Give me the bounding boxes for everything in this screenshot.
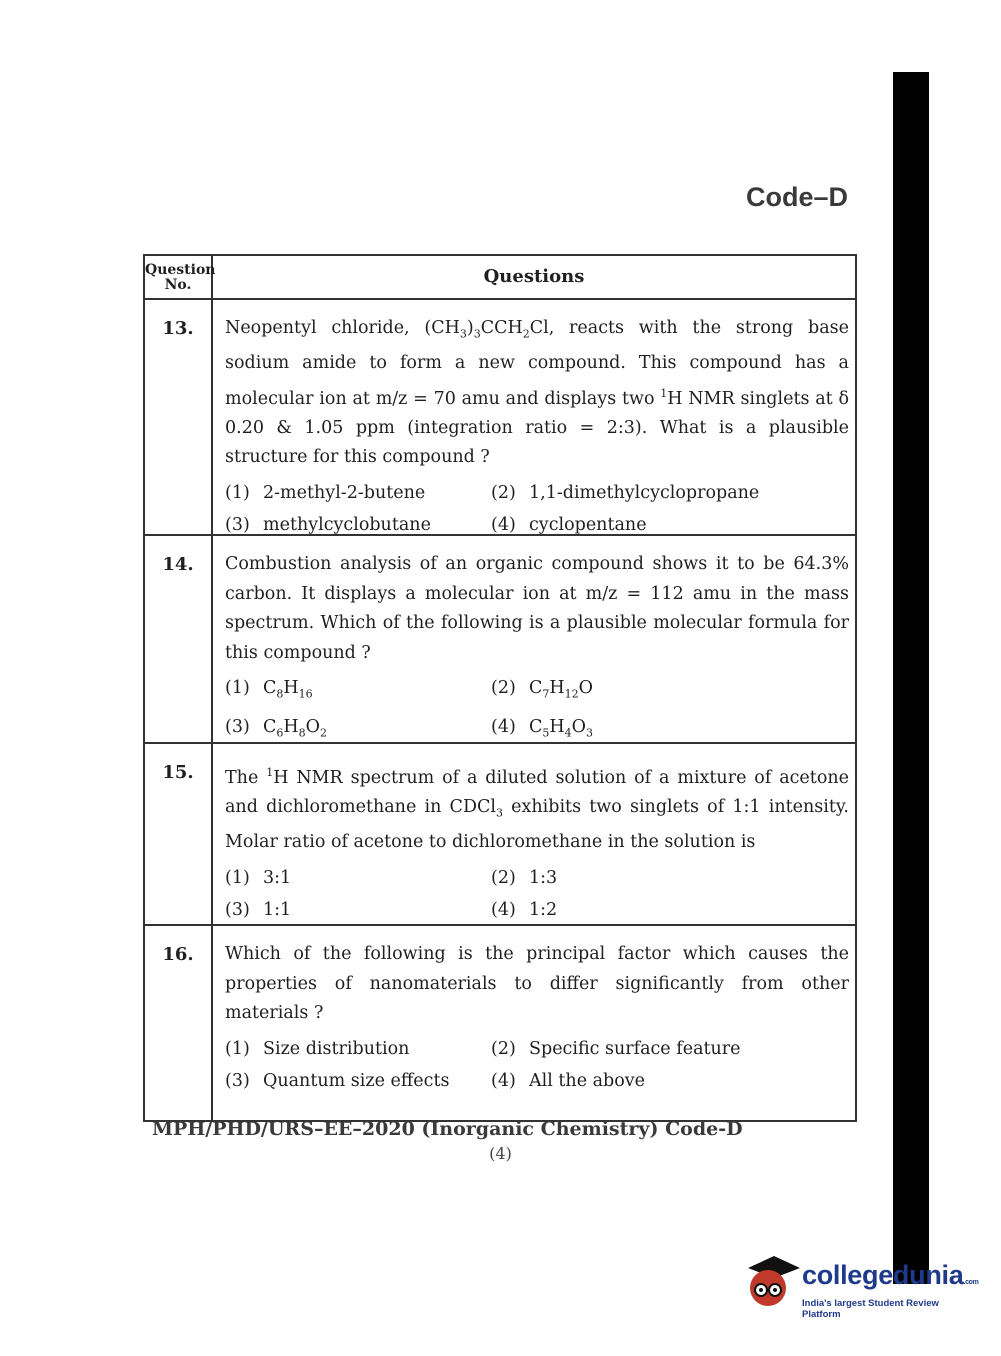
option-2: (2) 1,1-dimethylcyclopropane [491, 482, 760, 503]
question-body [213, 744, 855, 924]
header-questions: Questions [483, 266, 585, 287]
scan-edge-bar [893, 72, 929, 1284]
question-body [213, 300, 855, 534]
option-3: (3) 1:1 [225, 899, 292, 920]
option-1: (1) $C_8H_{16}$ [225, 678, 313, 701]
table-header [145, 256, 855, 300]
option-1: (1) 2-methyl-2-butene [225, 482, 426, 503]
question-body [213, 536, 855, 742]
header-question-no: Question No. [145, 256, 213, 298]
option-3: (3) methylcyclobutane [225, 514, 431, 535]
question-number: 13. [145, 300, 213, 534]
option-4: (4) 1:2 [491, 899, 558, 920]
options-list [225, 479, 849, 539]
option-4: (4) $C_5H_4O_3$ [491, 716, 594, 739]
options-list [225, 1035, 849, 1095]
question-row-16 [145, 926, 855, 1120]
footer-exam-code: MPH/PHD/URS–EE–2020 (Inorganic Chemistry) Code-D [152, 1118, 743, 1140]
option-1: (1) 3:1 [225, 867, 292, 888]
option-3: (3) Quantum size effects [225, 1070, 450, 1091]
option-4: (4) All the above [491, 1070, 646, 1091]
question-row-14 [145, 536, 855, 744]
options-list [225, 864, 849, 924]
question-text: The $^1$H NMR spectrum of a diluted solution of a mixture of acetone and dichloromethane in CDCl$_3$ exhibits two singlets of 1:1 intensity. Molar ratio of acetone to dichloromethane in the solution is [225, 766, 849, 853]
option-1: (1) Size distribution [225, 1038, 410, 1059]
options-list [225, 674, 849, 747]
question-text: Which of the following is the principal factor which causes the properties of nanomaterials to differ significantly from other materials ? [225, 944, 849, 1023]
mascot-icon [744, 1252, 800, 1312]
option-3: (3) $C_6H_8O_2$ [225, 716, 328, 739]
option-2: (2) 1:3 [491, 867, 558, 888]
question-number: 16. [145, 926, 213, 1120]
question-row-15 [145, 744, 855, 926]
option-2: (2) $C_7H_{12}O$ [491, 678, 594, 701]
option-2: (2) Specific surface feature [491, 1038, 741, 1059]
question-row-13 [145, 300, 855, 536]
brand-tagline: India's largest Student Review Platform [802, 1298, 939, 1320]
brand-name: collegedunia.com [802, 1260, 979, 1290]
question-number: 15. [145, 744, 213, 924]
question-text: Combustion analysis of an organic compound shows it to be 64.3% carbon. It displays a molecular ion at m/z = 112 amu in the mass spectrum. Which of the following is a plausible molecular formula for this compound ? [225, 554, 849, 663]
option-4: (4) cyclopentane [491, 514, 647, 535]
question-body [213, 926, 855, 1120]
question-text: Neopentyl chloride, $(CH_3)_3CCH_2Cl$, reacts with the strong base sodium amide to form a new compound. This compound has a molecular ion at m/z = 70 amu and displays two $^1$H NMR singlets at δ 0.20 & 1.05 ppm (integration ratio = 2:3). What is a plausible structure for this compound ? [225, 318, 849, 468]
paper-code: Code–D [745, 182, 848, 212]
questions-table [143, 254, 857, 1122]
page-number: (4) [489, 1144, 512, 1163]
collegedunia-logo [744, 1252, 979, 1322]
question-number: 14. [145, 536, 213, 742]
